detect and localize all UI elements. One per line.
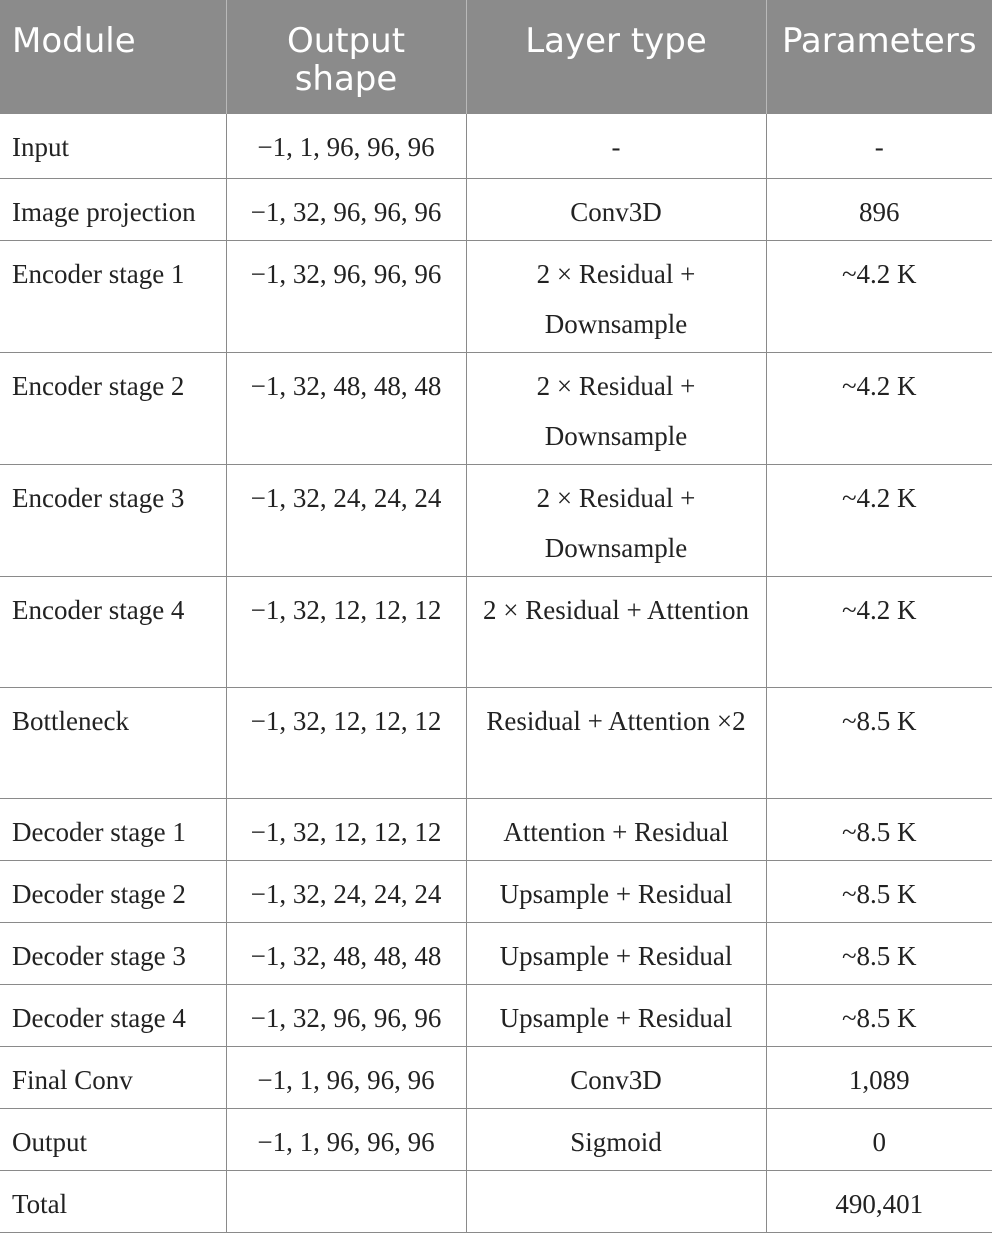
cell-parameters: 0 <box>766 1108 992 1170</box>
cell-output-shape: −1, 32, 24, 24, 24 <box>226 464 466 576</box>
cell-parameters: ~4.2 K <box>766 464 992 576</box>
cell-parameters: - <box>766 114 992 178</box>
header-parameters <box>766 0 992 114</box>
cell-layer-type: Conv3D <box>466 1046 766 1108</box>
table-row <box>0 922 992 984</box>
table-row <box>0 1108 992 1170</box>
header-module <box>0 0 226 114</box>
cell-module: Input <box>0 114 226 178</box>
table-row <box>0 352 992 464</box>
cell-output-shape: −1, 1, 96, 96, 96 <box>226 114 466 178</box>
cell-parameters: 896 <box>766 178 992 240</box>
cell-layer-type: - <box>466 114 766 178</box>
cell-parameters: ~4.2 K <box>766 576 992 687</box>
table-row <box>0 860 992 922</box>
cell-module: Encoder stage 4 <box>0 576 226 687</box>
cell-parameters: ~4.2 K <box>766 352 992 464</box>
cell-module: Total <box>0 1170 226 1232</box>
cell-module: Bottleneck <box>0 687 226 798</box>
cell-output-shape: −1, 32, 96, 96, 96 <box>226 984 466 1046</box>
table-row <box>0 984 992 1046</box>
cell-layer-type: Conv3D <box>466 178 766 240</box>
cell-parameters: ~8.5 K <box>766 687 992 798</box>
cell-output-shape: −1, 32, 96, 96, 96 <box>226 240 466 352</box>
cell-module: Encoder stage 2 <box>0 352 226 464</box>
cell-module: Decoder stage 3 <box>0 922 226 984</box>
header-layer-type <box>466 0 766 114</box>
cell-layer-type: Upsample + Residual <box>466 860 766 922</box>
cell-layer-type: Upsample + Residual <box>466 922 766 984</box>
header-output-shape-label: Output shape <box>286 21 406 99</box>
table-row <box>0 1046 992 1108</box>
cell-output-shape: −1, 32, 48, 48, 48 <box>226 352 466 464</box>
cell-output-shape: −1, 32, 48, 48, 48 <box>226 922 466 984</box>
cell-parameters: ~8.5 K <box>766 922 992 984</box>
header-module-label: Module <box>12 21 136 61</box>
cell-layer-type: 2 × Residual + Downsample <box>466 352 766 464</box>
cell-parameters: 1,089 <box>766 1046 992 1108</box>
table-row <box>0 240 992 352</box>
cell-output-shape: −1, 32, 12, 12, 12 <box>226 576 466 687</box>
cell-parameters: ~4.2 K <box>766 240 992 352</box>
cell-parameters: ~8.5 K <box>766 860 992 922</box>
cell-module: Encoder stage 3 <box>0 464 226 576</box>
cell-output-shape: −1, 1, 96, 96, 96 <box>226 1108 466 1170</box>
cell-output-shape: −1, 32, 96, 96, 96 <box>226 178 466 240</box>
cell-parameters: ~8.5 K <box>766 798 992 860</box>
cell-layer-type: 2 × Residual + Downsample <box>466 240 766 352</box>
cell-layer-type: Attention + Residual <box>466 798 766 860</box>
cell-layer-type: 2 × Residual + Attention <box>466 576 766 687</box>
table-body <box>0 114 992 1232</box>
cell-parameters: ~8.5 K <box>766 984 992 1046</box>
cell-module: Image projection <box>0 178 226 240</box>
table-row <box>0 687 992 798</box>
header-output-shape <box>226 0 466 114</box>
cell-output-shape: −1, 32, 12, 12, 12 <box>226 687 466 798</box>
cell-layer-type: Sigmoid <box>466 1108 766 1170</box>
table-row <box>0 114 992 178</box>
table-row <box>0 798 992 860</box>
table-row-total <box>0 1170 992 1232</box>
cell-parameters: 490,401 <box>766 1170 992 1232</box>
table-header <box>0 0 992 114</box>
cell-layer-type <box>466 1170 766 1232</box>
cell-output-shape: −1, 1, 96, 96, 96 <box>226 1046 466 1108</box>
header-row <box>0 0 992 114</box>
cell-output-shape <box>226 1170 466 1232</box>
cell-output-shape: −1, 32, 12, 12, 12 <box>226 798 466 860</box>
header-parameters-label: Parameters <box>781 21 977 61</box>
header-layer-type-label: Layer type <box>525 21 707 61</box>
cell-module: Decoder stage 1 <box>0 798 226 860</box>
cell-module: Decoder stage 4 <box>0 984 226 1046</box>
cell-module: Encoder stage 1 <box>0 240 226 352</box>
cell-layer-type: Upsample + Residual <box>466 984 766 1046</box>
cell-layer-type: Residual + Attention ×2 <box>466 687 766 798</box>
cell-module: Final Conv <box>0 1046 226 1108</box>
cell-layer-type: 2 × Residual + Downsample <box>466 464 766 576</box>
cell-output-shape: −1, 32, 24, 24, 24 <box>226 860 466 922</box>
cell-module: Output <box>0 1108 226 1170</box>
table-row <box>0 178 992 240</box>
table-row <box>0 464 992 576</box>
cell-module: Decoder stage 2 <box>0 860 226 922</box>
table-row <box>0 576 992 687</box>
